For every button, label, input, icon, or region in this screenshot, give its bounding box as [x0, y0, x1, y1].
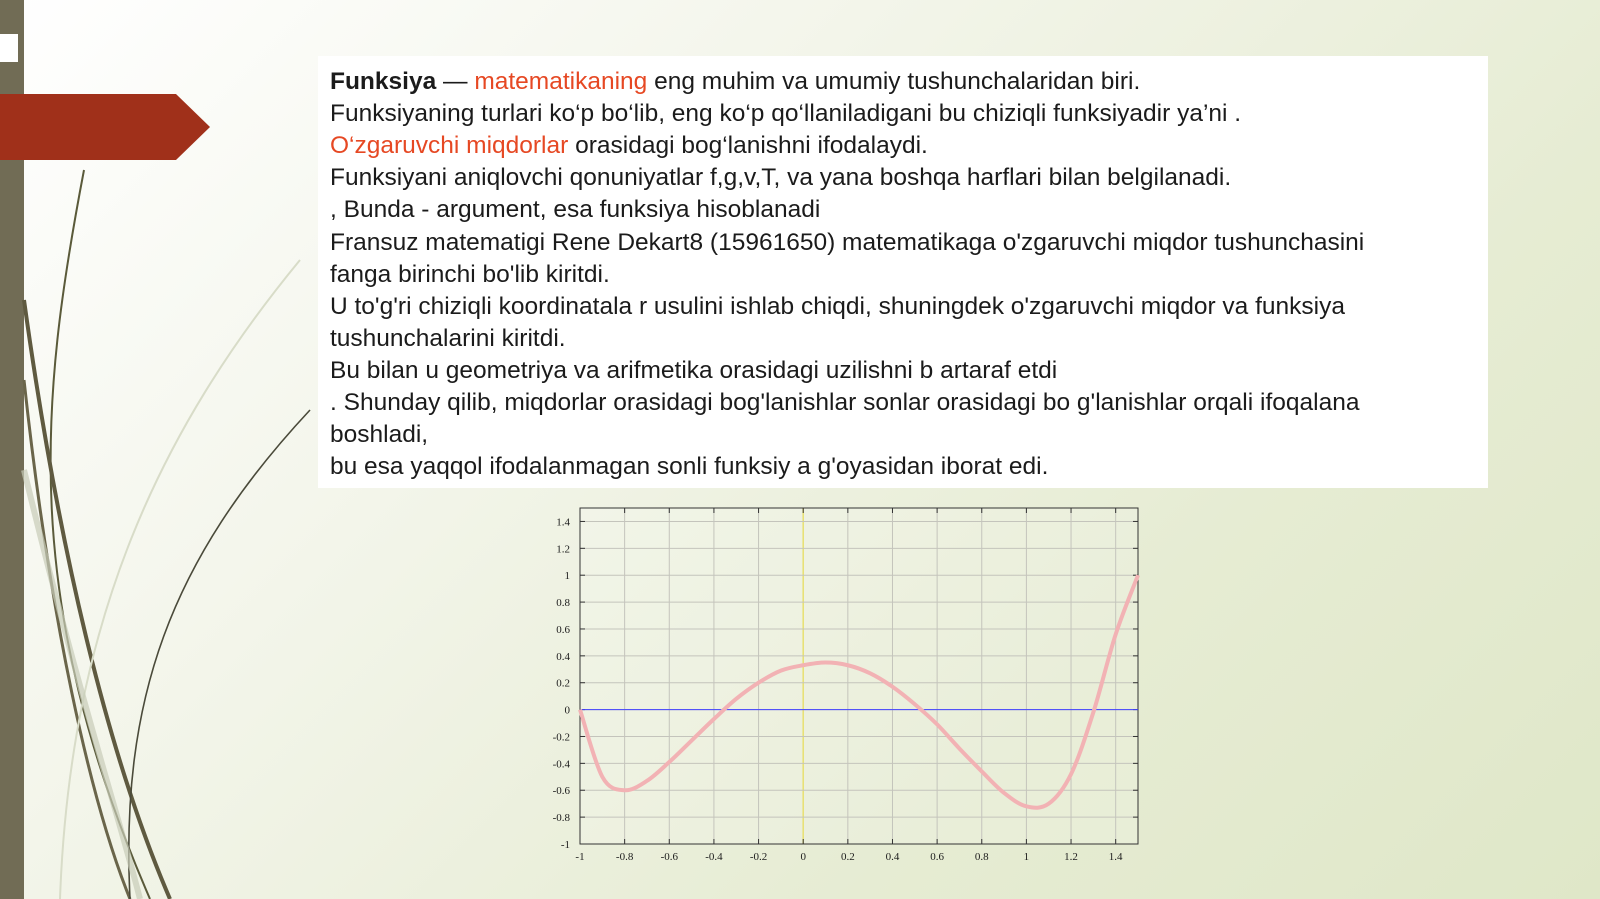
x-tick-label: 0: [800, 851, 806, 863]
text-line: [330, 324, 566, 354]
highlighted-term[interactable]: O‘zgaruvchi miqdorlar: [330, 132, 569, 159]
text-span: U to'g'ri chiziqli koordinatala r usulini ishlab chiqdi, shuningdek o'zgaruvchi miqdor va funksiya: [330, 293, 1345, 320]
text-line: [330, 228, 1364, 258]
x-tick-label: -0.6: [660, 851, 678, 863]
text-span: orasidagi bog‘lanishni ifodalaydi.: [568, 132, 928, 159]
plot-area: [580, 508, 1138, 844]
text-line: [330, 388, 1359, 418]
y-tick-label: -0.2: [552, 731, 570, 744]
y-tick-label: 1.2: [556, 543, 570, 556]
text-span: tushunchalarini kiritdi.: [330, 325, 566, 352]
y-tick-label: -0.4: [552, 758, 570, 771]
x-tick-label: 1: [1023, 851, 1030, 863]
y-tick-label: 0: [564, 704, 570, 717]
text-line: [330, 260, 610, 290]
text-line: [330, 356, 1057, 386]
x-tick-label: -0.4: [705, 851, 723, 863]
x-tick-label: -1: [575, 851, 585, 863]
text-line: [330, 452, 1048, 482]
x-tick-label: 0.6: [930, 851, 944, 863]
text-span: . Shunday qilib, miqdorlar orasidagi bog'lanishlar sonlar orasidagi bo g'lanishlar orqali ifoqalana: [330, 389, 1360, 416]
y-tick-label: -1: [560, 839, 570, 851]
text-line: [330, 292, 1345, 322]
text-span: Funksiya: [330, 68, 437, 95]
text-line: [330, 131, 928, 161]
x-tick-label: 0.4: [885, 851, 900, 863]
text-span: Bu bilan u geometriya va arifmetika orasidagi uzilishni b artaraf etdi: [330, 357, 1058, 384]
function-chart: [530, 500, 1150, 870]
text-line: [330, 163, 1231, 193]
text-span: bu esa yaqqol ifodalanmagan sonli funksiy a g'oyasidan iborat edi.: [330, 453, 1049, 480]
x-tick-label: -0.8: [615, 851, 634, 863]
y-tick-label: 1.4: [556, 516, 570, 529]
x-tick-label: 0.8: [974, 851, 989, 863]
text-span: Funksiyani aniqlovchi qonuniyatlar f,g,v,T, va yana boshqa harflari bilan belgilanadi.: [330, 164, 1232, 191]
x-tick-label: 1.2: [1064, 851, 1078, 863]
x-tick-label: -0.2: [749, 851, 768, 863]
x-tick-label: 0.2: [840, 851, 855, 863]
text-span: fanga birinchi bo'lib kiritdi.: [330, 261, 610, 288]
text-span: eng muhim va umumiy tushunchalaridan biri.: [647, 68, 1141, 95]
text-span: , Bunda - argument, esa funksiya hisoblanadi: [330, 196, 821, 223]
text-span: Fransuz matematigi Rene Dekart8 (15961650) matematikaga o'zgaruvchi miqdor tushunchasini: [330, 229, 1365, 256]
text-line: [330, 195, 820, 225]
y-tick-label: -0.6: [552, 785, 570, 798]
text-span: —: [436, 68, 475, 95]
y-tick-label: 1: [564, 570, 570, 583]
y-tick-label: 0.8: [556, 597, 570, 610]
text-line: [330, 67, 1140, 97]
text-span: boshladi,: [330, 421, 429, 448]
y-tick-label: -0.8: [552, 812, 570, 825]
highlighted-term[interactable]: matematikaning: [474, 68, 648, 95]
text-line: [330, 99, 1241, 129]
text-line: [330, 420, 428, 450]
y-tick-label: 0.2: [556, 677, 570, 690]
text-span: Funksiyaning turlari ko‘p bo‘lib, eng ko‘p qo‘llaniladigani bu chiziqli funksiyadir ya’ni .: [330, 100, 1242, 127]
y-tick-label: 0.6: [556, 623, 570, 636]
red-arrow-banner: [0, 94, 210, 160]
x-tick-label: 1.4: [1108, 851, 1123, 863]
y-tick-label: 0.4: [556, 650, 570, 663]
